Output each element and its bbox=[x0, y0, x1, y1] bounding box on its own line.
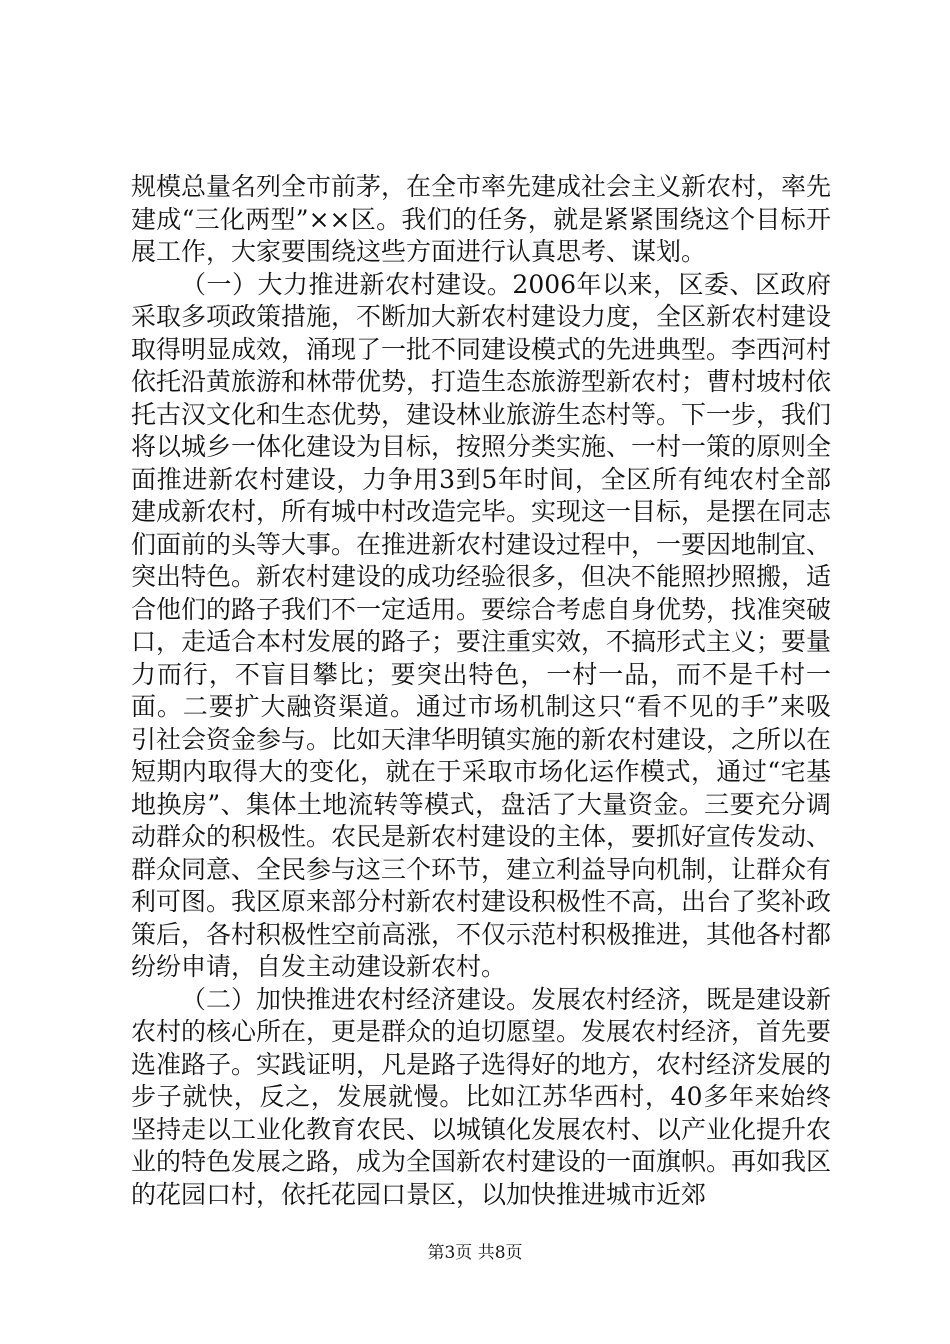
paragraph-new-countryside-construction: （一）大力推进新农村建设。2006年以来，区委、区政府采取多项政策措施，不断加大新农村建设力度，全区新农村建设取得明显成效，涌现了一批不同建设模式的先进典型。李西河村依托沿黄旅游和林带优势，打造生态旅游型新农村；曹村坡村依托古汉文化和生态优势，建设林业旅游生态村等。下一步，我们将以城乡一体化建设为目标，按照分类实施、一村一策的原则全面推进新农村建设，力争用3到5年时间，全区所有纯农村全部建成新农村，所有城中村改造完毕。实现这一目标，是摆在同志们面前的头等大事。在推进新农村建设过程中，一要因地制宜、突出特色。新农村建设的成功经验很多，但决不能照抄照搬，适合他们的路子我们不一定适用。要综合考虑自身优势，找准突破口，走适合本村发展的路子；要注重实效，不搞形式主义；要量力而行，不盲目攀比；要突出特色，一村一品，而不是千村一面。二要扩大融资渠道。通过市场机制这只“看不见的手”来吸引社会资金参与。比如天津华明镇实施的新农村建设，之所以在短期内取得大的变化，就在于采取市场化运作模式，通过“宅基地换房”、集体土地流转等模式，盘活了大量资金。三要充分调动群众的积极性。农民是新农村建设的主体，要抓好宣传发动、群众同意、全民参与这三个环节，建立利益导向机制，让群众有利可图。我区原来部分村新农村建设积极性不高，出台了奖补政策后，各村积极性空前高涨，不仅示范村积极推进，其他各村都纷纷申请，自发主动建设新农村。 bbox=[131, 269, 832, 981]
paragraph-continuation: 规模总量名列全市前茅，在全市率先建成社会主义新农村，率先建成“三化两型”××区。我们的任务，就是紧紧围绕这个目标开展工作，大家要围绕这些方面进行认真思考、谋划。 bbox=[131, 172, 832, 266]
page-footer: 第3页 共8页 bbox=[427, 1243, 523, 1263]
document-body bbox=[131, 171, 831, 1211]
paragraph-rural-economy: （二）加快推进农村经济建设。发展农村经济，既是建设新农村的核心所在，更是群众的迫切愿望。发展农村经济，首先要选准路子。实践证明，凡是路子选得好的地方，农村经济发展的步子就快，反之，发展就慢。比如江苏华西村，40多年来始终坚持走以工业化教育农民、以城镇化发展农村、以产业化提升农业的特色发展之路，成为全国新农村建设的一面旗帜。再如我区的花园口村，依托花园口景区，以加快推进城市近郊 bbox=[131, 984, 832, 1209]
